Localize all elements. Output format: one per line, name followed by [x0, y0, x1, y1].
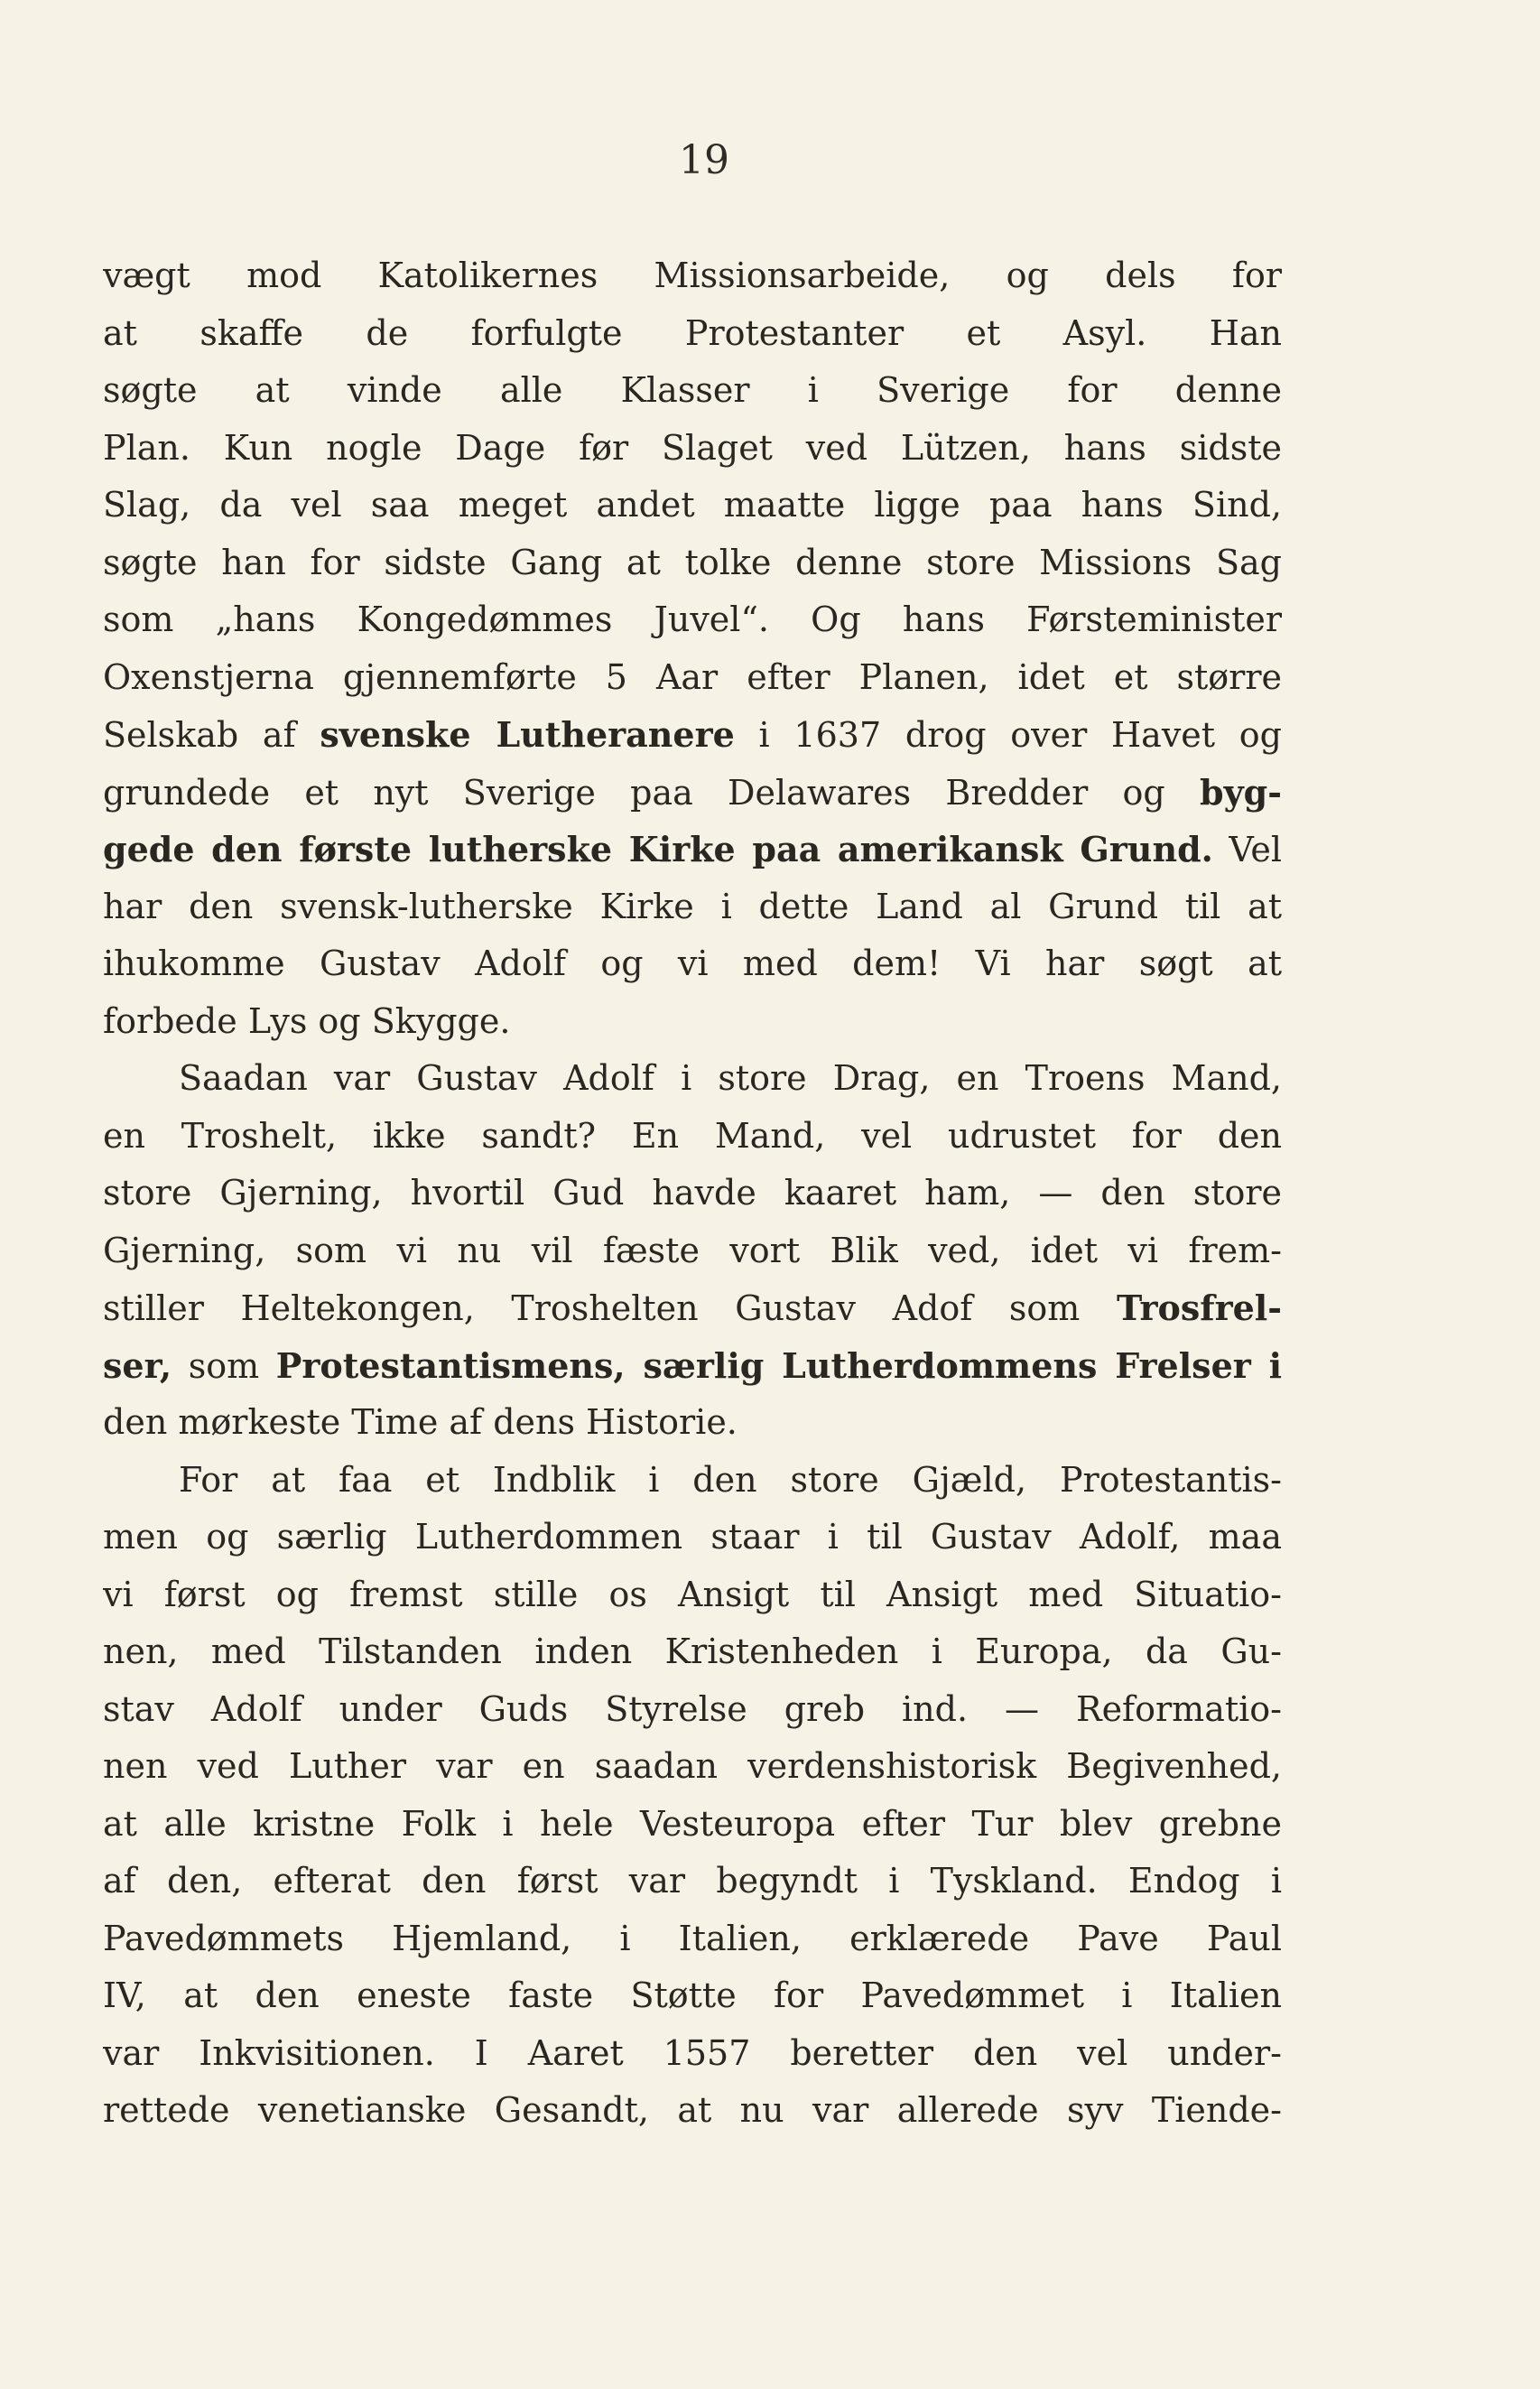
text-segment: store Gjerning, hvortil Gud havde kaaret ham, — den store [103, 1173, 1282, 1213]
text-segment: ihukomme Gustav Adolf og vi med dem! Vi har søgt at [103, 944, 1282, 983]
text-line [103, 1108, 1282, 1166]
text-line [103, 1738, 1282, 1796]
text-line [103, 535, 1282, 592]
text-segment: Selskab af [103, 715, 320, 755]
text-segment: den mørkeste Time af dens Historie. [103, 1402, 738, 1442]
page-number: 19 [679, 137, 729, 183]
text-line [103, 878, 1282, 936]
text-line [103, 1566, 1282, 1624]
text-line [103, 1165, 1282, 1222]
text-line [103, 649, 1282, 707]
text-segment: Plan. Kun nogle Dage før Slaget ved Lützen, hans sidste [103, 427, 1282, 468]
text-line [103, 1967, 1282, 2025]
body-text [103, 247, 1282, 2140]
emphasized-text: Trosfrel- [1116, 1287, 1282, 1328]
text-segment: af den, efterat den først var begyndt i Tyskland. Endog i [103, 1861, 1282, 1901]
text-segment: stav Adolf under Guds Styrelse greb ind. — Reformatio- [103, 1688, 1282, 1729]
text-line [103, 1509, 1282, 1566]
text-segment: at alle kristne Folk i hele Vesteuropa efter Tur blev grebne [103, 1803, 1282, 1844]
text-line [103, 1452, 1282, 1510]
text-segment: Pavedømmets Hjemland, i Italien, erklærede Pave Paul [103, 1918, 1282, 1958]
text-line [103, 420, 1282, 478]
emphasized-text: byg- [1200, 771, 1282, 813]
text-line [103, 305, 1282, 363]
text-line [103, 247, 1282, 305]
text-line [103, 1279, 1282, 1337]
text-line [103, 1853, 1282, 1910]
text-line [103, 477, 1282, 535]
text-segment: søgte at vinde alle Klasser i Sverige for denne [103, 370, 1282, 410]
text-segment: Vel [1212, 830, 1282, 869]
text-line [103, 1050, 1282, 1108]
text-segment: IV, at den eneste faste Støtte for Pavedømmet i Italien [103, 1975, 1282, 2015]
text-segment: vægt mod Katolikernes Missionsarbeide, og dels for [103, 256, 1282, 295]
text-segment: vi først og fremst stille os Ansigt til Ansigt med Situatio- [103, 1574, 1282, 1614]
text-segment: Gjerning, som vi nu vil fæste vort Blik ved, idet vi frem- [103, 1230, 1282, 1270]
text-line [103, 706, 1282, 764]
text-segment: har den svensk-lutherske Kirke i dette Land al Grund til at [103, 886, 1282, 926]
text-line [103, 1222, 1282, 1280]
text-segment: i 1637 drog over Havet og [734, 715, 1282, 755]
text-line [103, 2025, 1282, 2083]
text-segment: grundede et nyt Sverige paa Delawares Bredder og [103, 772, 1200, 813]
text-line [103, 764, 1282, 822]
text-segment: rettede venetianske Gesandt, at nu var allerede syv Tiende- [103, 2090, 1282, 2130]
emphasized-text: ser, [103, 1344, 172, 1386]
text-segment: en Troshelt, ikke sandt? En Mand, vel udrustet for den [103, 1115, 1282, 1156]
text-segment: men og særlig Lutherdommen staar i til Gustav Adolf, maa [103, 1517, 1282, 1557]
text-segment: forbede Lys og Skygge. [103, 1000, 511, 1041]
text-line [103, 993, 1282, 1051]
text-segment: stiller Heltekongen, Troshelten Gustav Adof som [103, 1288, 1117, 1328]
emphasized-text: svenske Lutheranere [320, 714, 735, 755]
emphasized-text: gede den første lutherske Kirke paa amerikansk Grund. [103, 829, 1213, 869]
text-line [103, 1796, 1282, 1854]
text-segment: Slag, da vel saa meget andet maatte ligge paa hans Sind, [103, 485, 1282, 525]
text-line [103, 2082, 1282, 2140]
text-segment: For at faa et Indblik i den store Gjæld, Protestantis- [179, 1459, 1282, 1500]
text-line [103, 821, 1282, 878]
text-line [103, 1337, 1282, 1395]
text-line [103, 935, 1282, 993]
text-line [103, 1394, 1282, 1452]
emphasized-text: Protestantismens, særlig Lutherdommens Frelser i [275, 1344, 1282, 1386]
text-segment: som „hans Kongedømmes Juvel“. Og hans Førsteminister [103, 600, 1282, 639]
text-segment: var Inkvisitionen. I Aaret 1557 beretter den vel under- [103, 2032, 1282, 2073]
text-line [103, 591, 1282, 649]
text-segment: nen ved Luther var en saadan verdenshistorisk Begivenhed, [103, 1746, 1282, 1786]
text-segment: nen, med Tilstanden inden Kristenheden i Europa, da Gu- [103, 1631, 1282, 1671]
text-segment: søgte han for sidste Gang at tolke denne store Missions Sag [103, 542, 1282, 582]
text-line [103, 1623, 1282, 1681]
text-segment: at skaffe de forfulgte Protestanter et Asyl. Han [103, 312, 1282, 353]
text-line [103, 1910, 1282, 1968]
text-line [103, 1681, 1282, 1739]
text-segment: Saadan var Gustav Adolf i store Drag, en Troens Mand, [179, 1058, 1282, 1098]
text-segment: som [172, 1345, 276, 1386]
text-segment: Oxenstjerna gjennemførte 5 Aar efter Planen, idet et større [103, 656, 1282, 697]
text-line [103, 362, 1282, 420]
